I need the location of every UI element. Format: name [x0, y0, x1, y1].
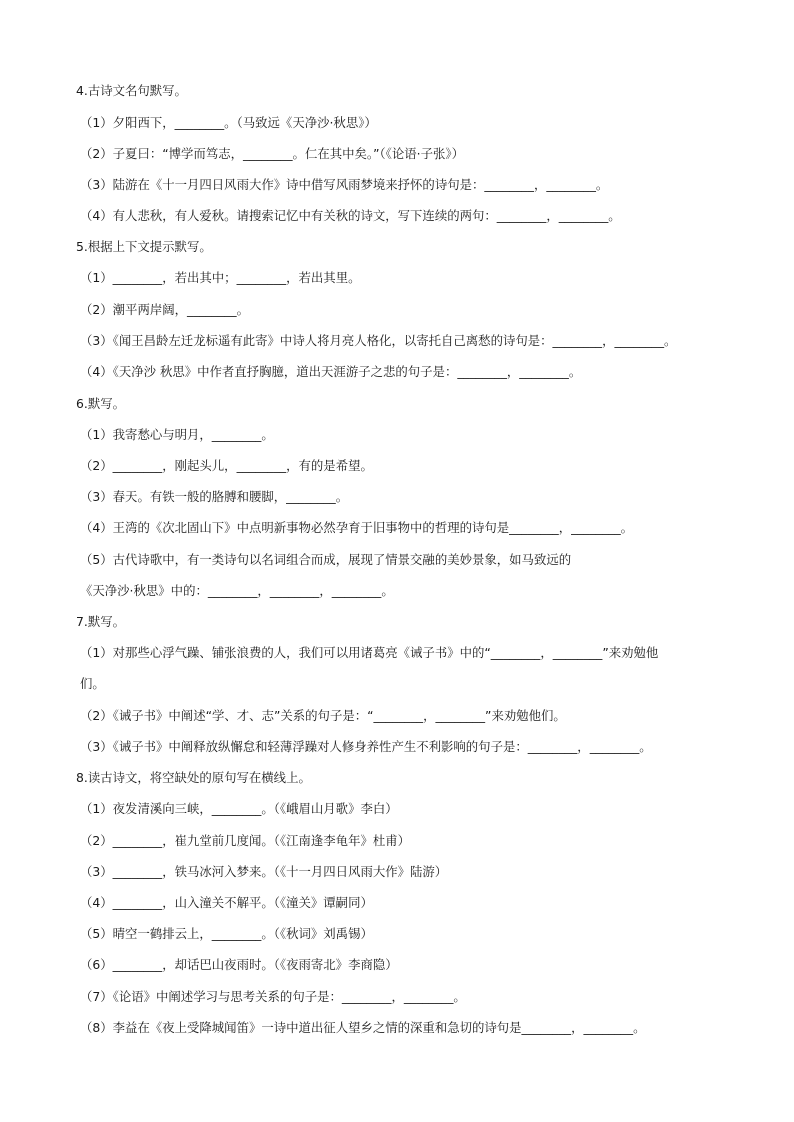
question-item: （7）《论语》中阐述学习与思考关系的句子是：________，________。: [80, 989, 466, 1004]
question-line-continuation: 们。: [80, 676, 105, 691]
question-item: （2）《诫子书》中阐述“学、才、志”关系的句子是：“________，________”来劝勉他们。: [80, 708, 566, 723]
question-item: （5）古代诗歌中，有一类诗句以名词组合而成，展现了情景交融的美妙景象，如马致远的: [80, 552, 572, 567]
question-item: （4）有人悲秋，有人爱秋。请搜索记忆中有关秋的诗文，写下连续的两句：________，________。: [80, 208, 621, 223]
question-item: （3）陆游在《十一月四日风雨大作》诗中借写风雨梦境来抒怀的诗句是：________，________。: [80, 177, 609, 192]
question-item: （4）《天净沙 秋思》中作者直抒胸臆，道出天涯游子之悲的句子是：________，________。: [80, 364, 582, 379]
question-item: （1）夕阳西下，________。（马致远《天净沙·秋思》）: [80, 115, 377, 130]
question-item: （8）李益在《夜上受降城闻笛》一诗中道出征人望乡之情的深重和急切的诗句是________，________。: [80, 1020, 646, 1035]
question-item: （1）对那些心浮气躁、铺张浪费的人，我们可以用诸葛亮《诫子书》中的“________，________”来劝勉他: [80, 645, 659, 660]
question-item: （3）春天。有铁一般的胳膊和腰脚，________。: [80, 489, 349, 504]
question-heading: 6.默写。: [76, 396, 125, 411]
question-heading: 8.读古诗文，将空缺处的原句写在横线上。: [76, 770, 311, 785]
question-item: （2）潮平两岸阔，________。: [80, 302, 249, 317]
question-line-continuation: 《天净沙·秋思》中的：________，________，________。: [80, 583, 394, 598]
question-item: （4）王湾的《次北固山下》中点明新事物必然孕育于旧事物中的哲理的诗句是________，________。: [80, 520, 634, 535]
question-item: （1）________，若出其中；________，若出其里。: [80, 270, 361, 285]
question-item: （2）________，崔九堂前几度闻。（《江南逢李龟年》杜甫）: [80, 833, 411, 848]
question-item: （3）________，铁马冰河入梦来。（《十一月四日风雨大作》陆游）: [80, 864, 448, 879]
question-heading: 4.古诗文名句默写。: [76, 83, 187, 98]
question-item: （3）《闻王昌龄左迁龙标遥有此寄》中诗人将月亮人格化，以寄托自己离愁的诗句是：________，________。: [80, 333, 677, 348]
question-item: （5）晴空一鹤排云上，________。（《秋词》刘禹锡）: [80, 926, 373, 941]
question-heading: 7.默写。: [76, 614, 125, 629]
question-item: （2）________，刚起头儿，________，有的是希望。: [80, 458, 373, 473]
question-item: （1）夜发清溪向三峡，________。（《峨眉山月歌》李白）: [80, 801, 398, 816]
question-item: （1）我寄愁心与明月，________。: [80, 427, 274, 442]
question-item: （6）________，却话巴山夜雨时。（《夜雨寄北》李商隐）: [80, 957, 398, 972]
question-item: （4）________，山入潼关不解平。（《潼关》谭嗣同）: [80, 895, 373, 910]
question-heading: 5.根据上下文提示默写。: [76, 239, 212, 254]
question-item: （3）《诫子书》中阐释放纵懈怠和轻薄浮躁对人修身养性产生不利影响的句子是：________，________。: [80, 739, 652, 754]
question-item: （2）子夏曰：“博学而笃志，________。仁在其中矣。”（《论语·子张》）: [80, 146, 464, 161]
